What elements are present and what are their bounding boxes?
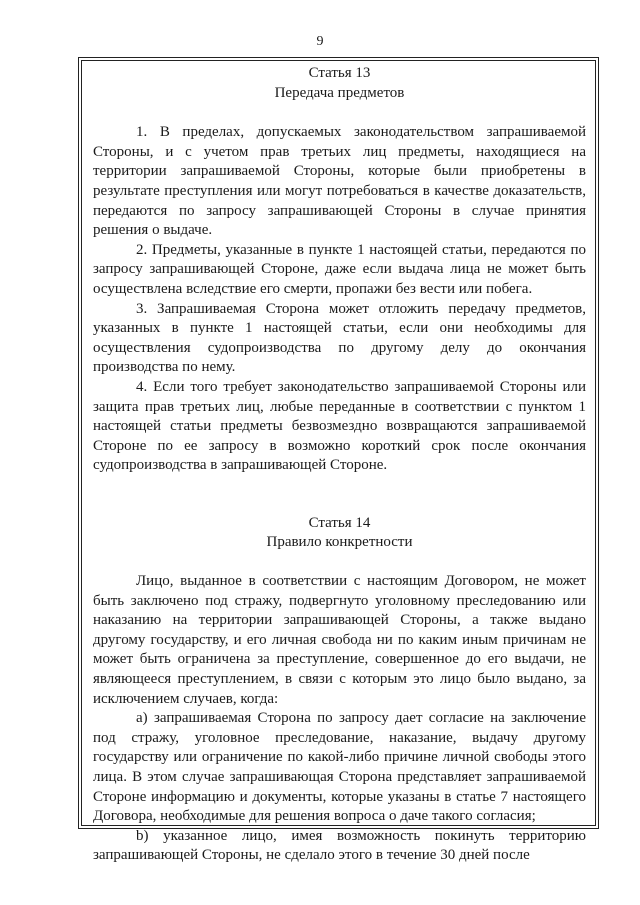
article-13-paragraph-4: 4. Если того требует законодательство запрашиваемой Стороны или защита прав третьих лиц, любые переданные в соответствии с пунктом 1 настоящей статьи предметы безвозмездно возвращаются запрашиваемой Стороне по ее запросу в возможно короткий срок после окончания судопроизводства в запрашивающей Стороне. bbox=[93, 378, 586, 474]
article-14 bbox=[93, 514, 586, 866]
article-14-subtitle: Правило конкретности bbox=[266, 534, 413, 551]
article-13-paragraph-1: 1. В пределах, допускаемых законодательством запрашиваемой Стороны, и с учетом прав третьих лиц предметы, находящиеся на территории запрашиваемой Стороны, которые были приобретены в результате преступления или могут потребоваться в качестве доказательств, передаются по запросу запрашивающей Стороны в случае принятия решения о выдаче. bbox=[93, 124, 586, 239]
article-14-item-a: а) запрашиваемая Сторона по запросу дает согласие на заключение под стражу, уголовное преследование, наказание, выдачу другому государству или ограничение по какой-либо причине личной свободы этого лица. В этом случае запрашивающая Сторона представляет запрашиваемой Стороне информацию и документы, которые указаны в статье 7 настоящего Договора, необходимые для решения вопроса о даче такого согласия; bbox=[93, 710, 586, 825]
page-number: 9 bbox=[316, 34, 324, 49]
article-13-paragraph-3: 3. Запрашиваемая Сторона может отложить передачу предметов, указанных в пункте 1 настоящей статьи, если они необходимы для осуществления судопроизводства по другому делу до окончания производства по нему. bbox=[93, 300, 586, 376]
article-13 bbox=[93, 64, 586, 476]
article-14-item-b: b) указанное лицо, имея возможность покинуть территорию запрашивающей Стороны, не сделало этого в течение 30 дней после bbox=[93, 827, 586, 864]
article-13-paragraph-2: 2. Предметы, указанные в пункте 1 настоящей статьи, передаются по запросу запрашивающей Стороне, даже если выдача лица не может быть осуществлена вследствие его смерти, пропажи без вести или побега. bbox=[93, 241, 586, 297]
article-14-title: Статья 14 bbox=[308, 514, 371, 531]
article-14-body bbox=[93, 572, 586, 866]
article-13-title: Статья 13 bbox=[308, 65, 371, 81]
article-13-subtitle: Передача предметов bbox=[274, 84, 405, 101]
article-14-intro: Лицо, выданное в соответствии с настоящим Договором, не может быть заключено под стражу, подвергнуто уголовному преследованию или наказанию на территории запрашивающей Стороны, а также выдано другому государству, и его личная свобода ни по каким иным причинам не может быть ограничена за преступление, совершенное до его выдачи, не являющееся преступлением, в связи с которым это лицо было выдано, за исключением случаев, когда: bbox=[93, 573, 586, 707]
document-body bbox=[93, 64, 586, 866]
article-13-body bbox=[93, 123, 586, 476]
